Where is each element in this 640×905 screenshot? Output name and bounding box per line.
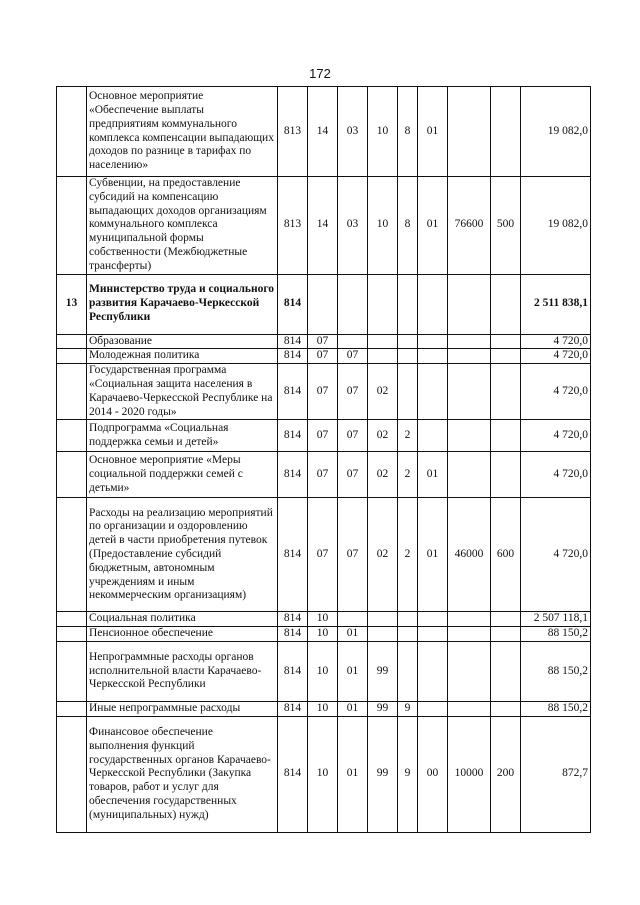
cell-activity-code — [418, 274, 448, 334]
cell-expense-type-code — [491, 334, 521, 349]
cell-amount: 88 150,2 — [521, 641, 591, 701]
cell-direction-code — [448, 349, 491, 364]
cell-activity-code — [418, 420, 448, 452]
cell-activity-code — [418, 641, 448, 701]
cell-direction-code: 76600 — [448, 177, 491, 275]
cell-section-code: 07 — [308, 334, 338, 349]
table-row — [57, 641, 591, 701]
cell-item-name: Государственная программа «Социальная защита населения в Карачаево-Черкесской Республике на 2014 - 2020 годы» — [87, 364, 278, 420]
cell-direction-code — [448, 452, 491, 498]
cell-direction-code — [448, 627, 491, 642]
cell-row-number — [57, 627, 87, 642]
cell-ministry-code: 814 — [278, 716, 308, 832]
cell-row-number: 13 — [57, 274, 87, 334]
cell-amount: 4 720,0 — [521, 420, 591, 452]
cell-subprogram-code: 9 — [398, 701, 418, 716]
cell-activity-code — [418, 627, 448, 642]
cell-direction-code — [448, 334, 491, 349]
cell-subsection-code: 01 — [338, 627, 368, 642]
cell-subprogram-code — [398, 627, 418, 642]
table-row — [57, 364, 591, 420]
cell-amount: 4 720,0 — [521, 334, 591, 349]
budget-table — [56, 86, 591, 833]
cell-activity-code — [418, 612, 448, 627]
cell-activity-code — [418, 334, 448, 349]
cell-program-code: 02 — [368, 452, 398, 498]
cell-subprogram-code: 8 — [398, 87, 418, 177]
cell-row-number — [57, 452, 87, 498]
table-row — [57, 177, 591, 275]
cell-section-code — [308, 274, 338, 334]
cell-section-code: 10 — [308, 627, 338, 642]
cell-program-code — [368, 627, 398, 642]
cell-row-number — [57, 177, 87, 275]
table-row — [57, 349, 591, 364]
table-row — [57, 452, 591, 498]
cell-direction-code — [448, 612, 491, 627]
cell-row-number — [57, 701, 87, 716]
cell-program-code: 10 — [368, 87, 398, 177]
cell-ministry-code: 813 — [278, 87, 308, 177]
cell-amount: 2 511 838,1 — [521, 274, 591, 334]
cell-item-name: Иные непрограммные расходы — [87, 701, 278, 716]
cell-subprogram-code: 2 — [398, 420, 418, 452]
cell-section-code: 07 — [308, 349, 338, 364]
cell-item-name: Расходы на реализацию мероприятий по организации и оздоровлению детей в части приобретения путевок (Предоставление субсидий бюджетным, автономным учреждениям и иным некоммерческим организациям) — [87, 498, 278, 612]
cell-amount: 4 720,0 — [521, 498, 591, 612]
cell-expense-type-code — [491, 641, 521, 701]
cell-row-number — [57, 364, 87, 420]
cell-expense-type-code — [491, 612, 521, 627]
cell-expense-type-code — [491, 701, 521, 716]
cell-amount: 4 720,0 — [521, 364, 591, 420]
cell-direction-code — [448, 420, 491, 452]
cell-subsection-code — [338, 274, 368, 334]
cell-subsection-code: 01 — [338, 716, 368, 832]
cell-amount: 19 082,0 — [521, 177, 591, 275]
cell-amount: 4 720,0 — [521, 349, 591, 364]
table-row — [57, 612, 591, 627]
cell-activity-code: 01 — [418, 87, 448, 177]
cell-section-code: 10 — [308, 612, 338, 627]
cell-ministry-code: 813 — [278, 177, 308, 275]
table-row — [57, 716, 591, 832]
cell-item-name: Молодежная политика — [87, 349, 278, 364]
page-number: 172 — [309, 66, 331, 81]
cell-direction-code — [448, 701, 491, 716]
cell-row-number — [57, 334, 87, 349]
table-row — [57, 420, 591, 452]
cell-section-code: 07 — [308, 498, 338, 612]
cell-activity-code — [418, 364, 448, 420]
cell-program-code: 99 — [368, 716, 398, 832]
cell-expense-type-code: 200 — [491, 716, 521, 832]
cell-ministry-code: 814 — [278, 274, 308, 334]
cell-program-code — [368, 612, 398, 627]
cell-item-name: Непрограммные расходы органов исполнительной власти Карачаево-Черкесской Республики — [87, 641, 278, 701]
cell-subprogram-code — [398, 349, 418, 364]
cell-subsection-code: 01 — [338, 701, 368, 716]
cell-subprogram-code — [398, 641, 418, 701]
cell-amount: 88 150,2 — [521, 701, 591, 716]
table-row — [57, 87, 591, 177]
cell-program-code: 02 — [368, 364, 398, 420]
cell-row-number — [57, 716, 87, 832]
cell-section-code: 10 — [308, 641, 338, 701]
cell-ministry-code: 814 — [278, 701, 308, 716]
cell-program-code — [368, 274, 398, 334]
cell-program-code: 99 — [368, 701, 398, 716]
cell-item-name: Пенсионное обеспечение — [87, 627, 278, 642]
cell-direction-code — [448, 364, 491, 420]
cell-ministry-code: 814 — [278, 420, 308, 452]
cell-item-name: Подпрограмма «Социальная поддержка семьи и детей» — [87, 420, 278, 452]
cell-row-number — [57, 498, 87, 612]
cell-program-code: 99 — [368, 641, 398, 701]
cell-section-code: 07 — [308, 452, 338, 498]
table-row — [57, 274, 591, 334]
cell-amount: 4 720,0 — [521, 452, 591, 498]
cell-item-name: Финансовое обеспечение выполнения функций государственных органов Карачаево-Черкесской Республики (Закупка товаров, работ и услуг для обеспечения государственных (муниципальных) нужд) — [87, 716, 278, 832]
cell-section-code: 07 — [308, 420, 338, 452]
cell-program-code: 10 — [368, 177, 398, 275]
cell-subsection-code — [338, 334, 368, 349]
cell-ministry-code: 814 — [278, 349, 308, 364]
cell-ministry-code: 814 — [278, 334, 308, 349]
cell-item-name: Основное мероприятие «Меры социальной поддержки семей с детьми» — [87, 452, 278, 498]
cell-ministry-code: 814 — [278, 498, 308, 612]
cell-ministry-code: 814 — [278, 364, 308, 420]
cell-subprogram-code — [398, 274, 418, 334]
cell-direction-code — [448, 274, 491, 334]
cell-ministry-code: 814 — [278, 452, 308, 498]
cell-expense-type-code: 500 — [491, 177, 521, 275]
cell-direction-code — [448, 87, 491, 177]
cell-item-name: Министерство труда и социального развития Карачаево-Черкесской Республики — [87, 274, 278, 334]
table-row — [57, 334, 591, 349]
cell-subsection-code: 07 — [338, 420, 368, 452]
cell-expense-type-code: 600 — [491, 498, 521, 612]
cell-subprogram-code: 9 — [398, 716, 418, 832]
cell-expense-type-code — [491, 364, 521, 420]
cell-row-number — [57, 641, 87, 701]
cell-expense-type-code — [491, 420, 521, 452]
cell-direction-code: 46000 — [448, 498, 491, 612]
cell-activity-code — [418, 349, 448, 364]
cell-subsection-code: 03 — [338, 177, 368, 275]
cell-subprogram-code — [398, 364, 418, 420]
cell-expense-type-code — [491, 452, 521, 498]
cell-ministry-code: 814 — [278, 612, 308, 627]
cell-subprogram-code: 8 — [398, 177, 418, 275]
cell-section-code: 14 — [308, 177, 338, 275]
cell-subsection-code: 07 — [338, 452, 368, 498]
cell-row-number — [57, 87, 87, 177]
cell-activity-code: 00 — [418, 716, 448, 832]
cell-expense-type-code — [491, 627, 521, 642]
cell-program-code: 02 — [368, 498, 398, 612]
cell-subsection-code — [338, 612, 368, 627]
cell-row-number — [57, 349, 87, 364]
cell-subsection-code: 07 — [338, 498, 368, 612]
cell-item-name: Основное мероприятие «Обеспечение выплаты предприятиям коммунального комплекса компенсации выпадающих доходов по разнице в тарифах по населению» — [87, 87, 278, 177]
table-row — [57, 701, 591, 716]
cell-subprogram-code: 2 — [398, 498, 418, 612]
cell-subprogram-code: 2 — [398, 452, 418, 498]
cell-amount: 88 150,2 — [521, 627, 591, 642]
cell-section-code: 07 — [308, 364, 338, 420]
cell-subsection-code: 01 — [338, 641, 368, 701]
cell-subprogram-code — [398, 334, 418, 349]
cell-direction-code — [448, 641, 491, 701]
cell-direction-code: 10000 — [448, 716, 491, 832]
table-row — [57, 498, 591, 612]
cell-expense-type-code — [491, 87, 521, 177]
cell-expense-type-code — [491, 349, 521, 364]
cell-activity-code: 01 — [418, 177, 448, 275]
cell-program-code: 02 — [368, 420, 398, 452]
table-row — [57, 627, 591, 642]
cell-item-name: Образование — [87, 334, 278, 349]
cell-row-number — [57, 420, 87, 452]
cell-section-code: 14 — [308, 87, 338, 177]
cell-amount: 19 082,0 — [521, 87, 591, 177]
cell-activity-code: 01 — [418, 498, 448, 612]
cell-row-number — [57, 612, 87, 627]
cell-section-code: 10 — [308, 716, 338, 832]
cell-subsection-code: 03 — [338, 87, 368, 177]
cell-expense-type-code — [491, 274, 521, 334]
cell-section-code: 10 — [308, 701, 338, 716]
cell-ministry-code: 814 — [278, 627, 308, 642]
cell-activity-code — [418, 701, 448, 716]
cell-amount: 2 507 118,1 — [521, 612, 591, 627]
cell-activity-code: 01 — [418, 452, 448, 498]
cell-ministry-code: 814 — [278, 641, 308, 701]
cell-item-name: Субвенции, на предоставление субсидий на компенсацию выпадающих доходов организациям коммунального комплекса муниципальной формы собственности (Межбюджетные трансферты) — [87, 177, 278, 275]
cell-subsection-code: 07 — [338, 364, 368, 420]
cell-program-code — [368, 334, 398, 349]
cell-subprogram-code — [398, 612, 418, 627]
cell-program-code — [368, 349, 398, 364]
cell-item-name: Социальная политика — [87, 612, 278, 627]
cell-subsection-code: 07 — [338, 349, 368, 364]
cell-amount: 872,7 — [521, 716, 591, 832]
